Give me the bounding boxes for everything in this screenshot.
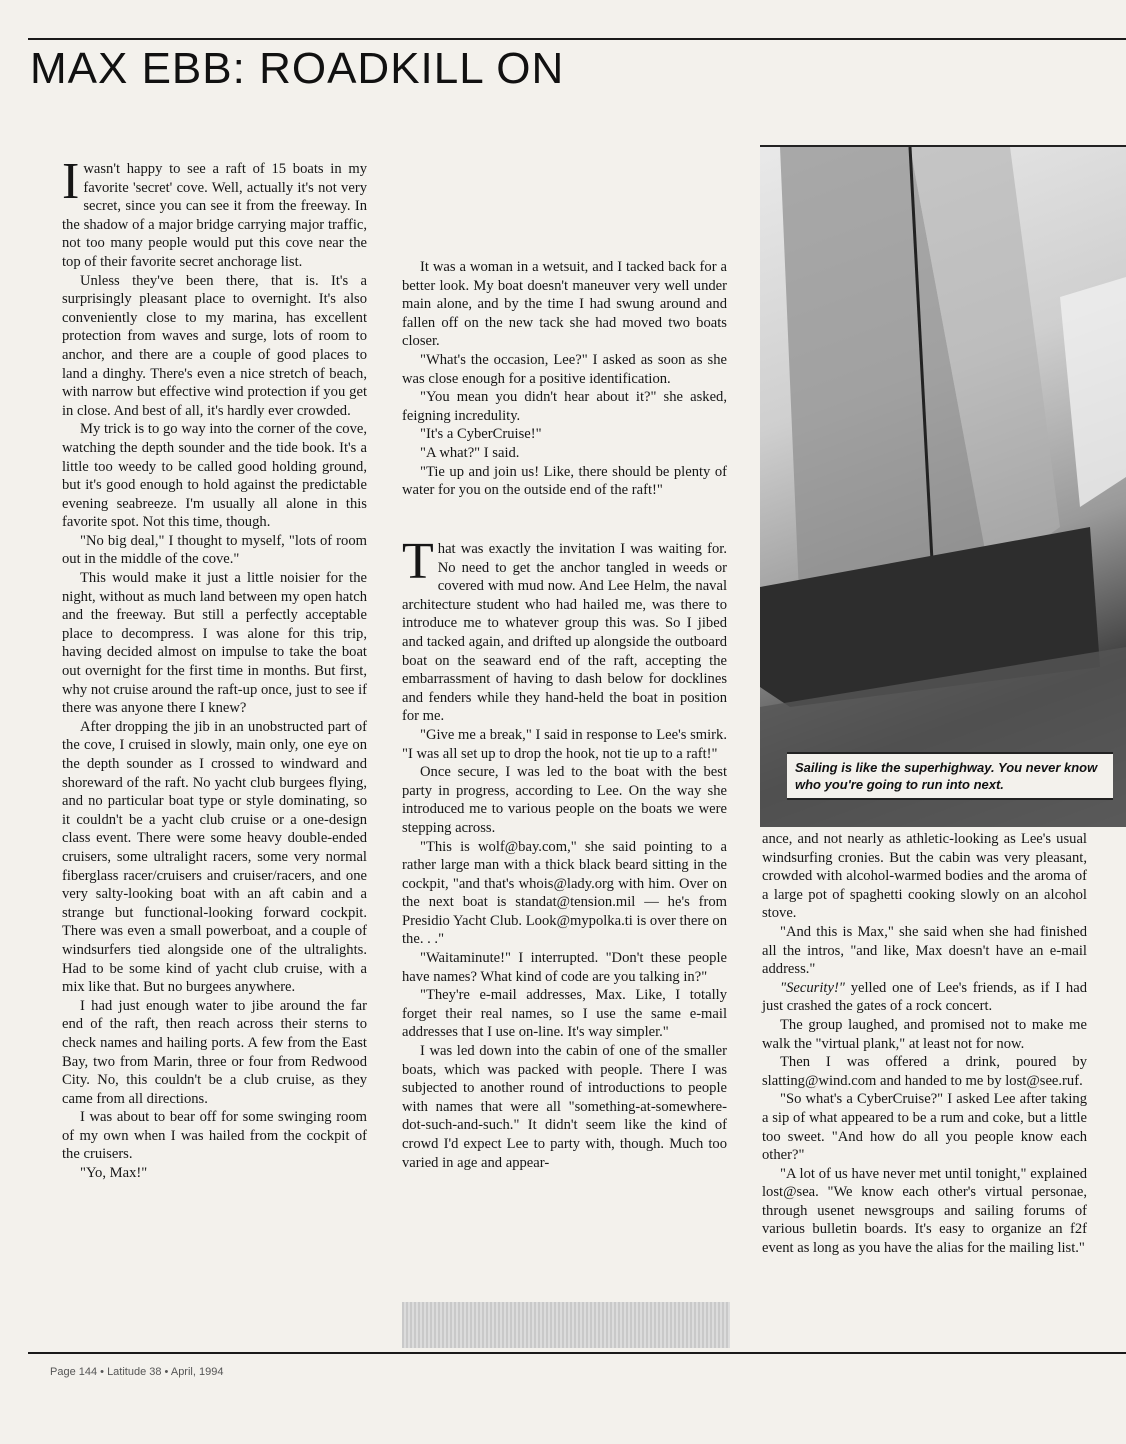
paragraph: "Yo, Max!"	[80, 1165, 148, 1182]
article-column-2-top	[402, 258, 727, 500]
headline: MAX EBB: ROADKILL ON	[30, 44, 565, 93]
paragraph: Then I was offered a drink, poured by slatting@wind.com and handed to me by lost@see.ruf.	[762, 1054, 1087, 1089]
paragraph: "They're e-mail addresses, Max. Like, I totally forget their real names, so I use the same e-mail addresses that I use on-line. It's way simpler."	[402, 987, 727, 1041]
paragraph: It was a woman in a wetsuit, and I tacked back for a better look. My boat doesn't maneuver very well under main alone, and by the time I had swung around and fallen off on the new tack she had moved two boats closer.	[402, 259, 727, 350]
paragraph: "What's the occasion, Lee?" I asked as soon as she was close enough for a positive identification.	[402, 351, 727, 387]
paragraph: The group laughed, and promised not to make me walk the "virtual plank," at least not for now.	[762, 1016, 1087, 1052]
paragraph: "Security!" yelled one of Lee's friends, as if I had just crashed the gates of a rock concert.	[762, 979, 1087, 1015]
paragraph: Unless they've been there, that is. It's a surprisingly pleasant place to overnight. It's also conveniently close to my marina, has excellent protection from waves and surge, lots of room to anchor, and there are a couple of good places to land a dinghy. There's even a nice stretch of beach, with narrow but effective wind protection if you get in close. And best of all, it's hardly ever crowded.	[62, 272, 367, 419]
paragraph: ance, and not nearly as athletic-looking as Lee's usual windsurfing cronies. But the cabin was very pleasant, crowded with alcohol-warmed bodies and the aroma of a large pot of spaghetti cooking slowly on an alcohol stove.	[762, 831, 1087, 922]
sailboat-illustration	[760, 147, 1126, 827]
paragraph: My trick is to go way into the corner of the cove, watching the depth sounder and the tide book. It's a little too weedy to be called good holding ground, but it's good enough to hold against the predictable evening seabreeze. I'm usually all alone in this favorite spot. Not this time, though.	[62, 421, 367, 531]
grey-tint-box	[402, 1302, 730, 1348]
paragraph: I was led down into the cabin of one of the smaller boats, which was packed with people. There I was subjected to another round of introductions to people with names that were all "something-at-somewhere-dot-such-and-such." It didn't seem like the kind of crowd I'd expect Lee to party with, though. Much too varied in age and appear-	[402, 1043, 727, 1171]
photo-caption: Sailing is like the superhighway. You never know who you're going to run into next.	[787, 752, 1113, 800]
paragraph: "A lot of us have never met until tonight," explained lost@sea. "We know each other's virtual personae, through usenet newsgroups and sailing forums of various bulletin boards. It's easy to organize an f2f event as long as you have the alias for the mailing list."	[762, 1165, 1087, 1257]
paragraph: That was exactly the invitation I was waiting for. No need to get the anchor tangled in weeds or covered with mud now. And Lee Helm, the naval architecture student who had hailed me, was there to introduce me to whatever group this was. So I jibed and tacked again, and drifted up alongside the outboard boat on the seaward end of the raft, accepting the embarrassment of having to dash below for docklines and fenders while they hand-held the boat in position for me.	[402, 533, 727, 725]
drop-cap: T	[402, 533, 434, 590]
paragraph: Iwasn't happy to see a raft of 15 boats in my favorite 'secret' cove. Well, actually it's not very secret, since you can see it from the freeway. In the shadow of a major bridge carrying major traffic, not too many people would put this cove near the top of their favorite secret anchorage list.	[62, 153, 367, 270]
paragraph: "It's a CyberCruise!"	[420, 426, 542, 443]
bottom-rule	[28, 1352, 1126, 1354]
paragraph: I was about to bear off for some swinging room of my own when I was hailed from the cockpit of the cruisers.	[62, 1109, 367, 1163]
paragraph: "Waitaminute!" I interrupted. "Don't these people have names? What kind of code are you talking in?"	[402, 950, 727, 985]
page-footer: Page 144 • Latitude 38 • April, 1994	[50, 1366, 224, 1378]
paragraph: "A what?" I said.	[420, 444, 520, 461]
paragraph: "No big deal," I thought to myself, "lots of room out in the middle of the cove."	[62, 532, 367, 568]
drop-cap: I	[62, 153, 80, 210]
article-column-1	[62, 153, 367, 1183]
paragraph: "Tie up and join us! Like, there should be plenty of water for you on the outside end of the raft!"	[402, 463, 727, 499]
article-column-2-bottom	[402, 533, 727, 1172]
paragraph: I had just enough water to jibe around the far end of the raft, then reach across their sterns to check names and hailing ports. A few from the East Bay, two from Marin, three or four from Redwood City. No, this couldn't be a club cruise, as they came from all directions.	[62, 997, 367, 1107]
paragraph: This would make it just a little noisier for the night, without as much land between my open hatch and the freeway. But still a perfectly acceptable place to decompress. I was alone for this trip, having decided almost on impulse to take the boat out overnight for the first time in months. But first, why not cruise around the raft-up once, just to see if there was anyone there I knew?	[62, 570, 367, 717]
article-column-3	[762, 830, 1087, 1258]
paragraph: "And this is Max," she said when she had finished all the intros, "and like, Max doesn't have an e-mail address."	[762, 923, 1087, 978]
paragraph: Once secure, I was led to the boat with the best party in progress, according to Lee. On the way she introduced me to various people on the boats we were stepping across.	[402, 764, 727, 836]
sailboat-photo	[760, 145, 1126, 827]
top-rule	[28, 38, 1126, 40]
paragraph: After dropping the jib in an unobstructed part of the cove, I cruised in slowly, main only, one eye on the depth sounder as I crossed to windward and shoreward of the raft. No yacht club burgees flying, and no particular boat type or style dominating, so it couldn't be a yacht club cruise or a one-design class event. There were some heavy double-ended cruisers, some ultralight racers, some very normal fiberglass racer/cruisers and cruiser/racers, and one very salty-looking boat with an aft cabin and a strange but functional-looking forward cockpit. There was even a small powerboat, and a couple of windsurfers tied alongside one of the ultralights. Had to be some kind of yacht club cruise, with a mix like that. But no burgees anywhere.	[62, 718, 367, 996]
paragraph: "Give me a break," I said in response to Lee's smirk. "I was all set up to drop the hook, not tie up to a raft!"	[402, 726, 727, 762]
paragraph: "This is wolf@bay.com," she said pointing to a rather large man with a thick black beard sitting in the cockpit, "and that's whois@lady.org with him. Over on the next boat is standat@tension.mil — he's from Presidio Yacht Club. Look@mypolka.ti is over there on the. . ."	[402, 838, 727, 948]
paragraph: "You mean you didn't hear about it?" she asked, feigning incredulity.	[402, 389, 727, 424]
paragraph: "So what's a CyberCruise?" I asked Lee after taking a sip of what appeared to be a rum and coke, but a little too sweet. "And how do all you people know each other?"	[762, 1091, 1087, 1164]
